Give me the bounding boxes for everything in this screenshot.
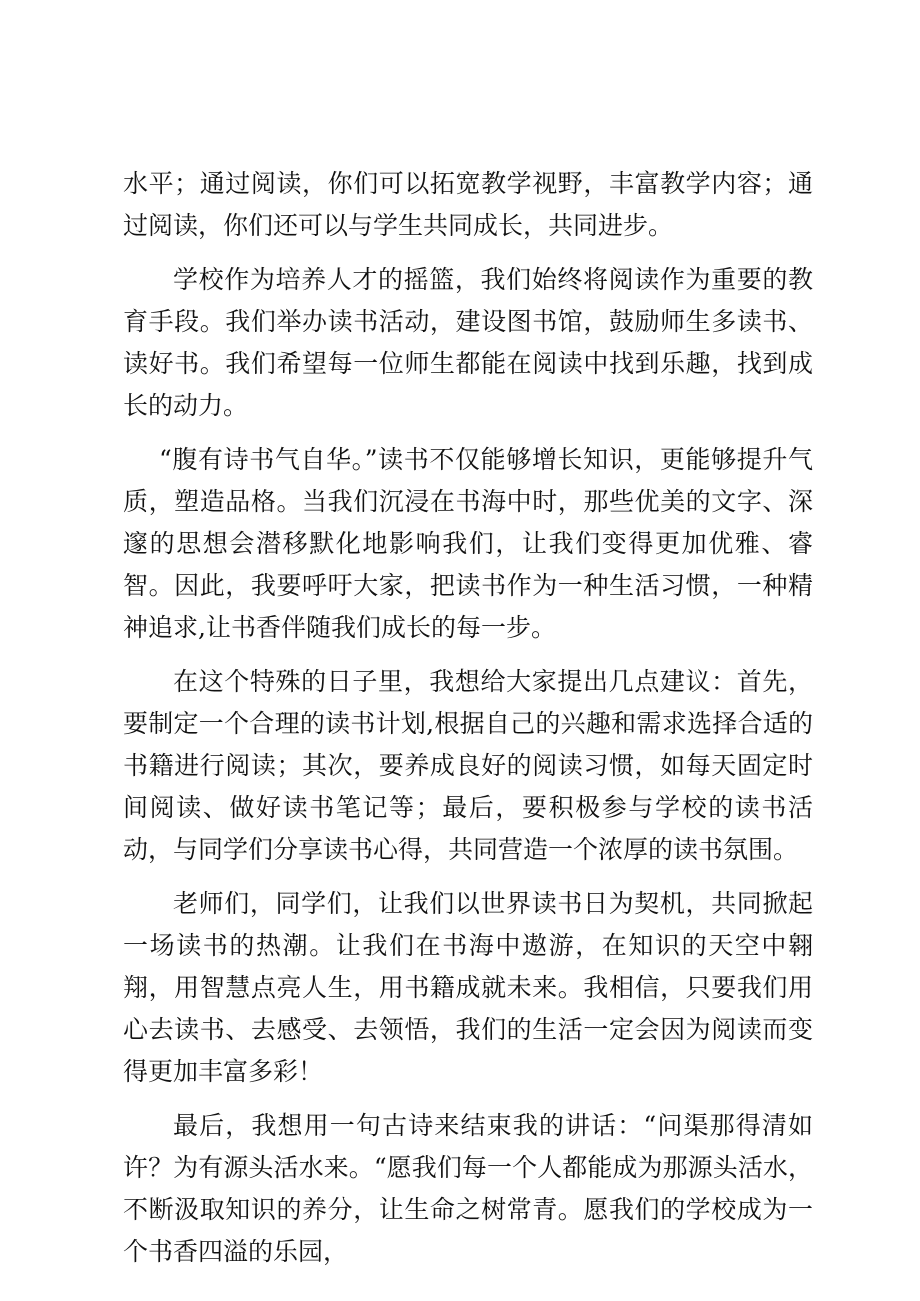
paragraph-closing: 最后，我想用一句古诗来结束我的讲话：“问渠那得清如许？为有源头活水来。“愿我们每一个人都能成为那源头活水，不断汲取知识的养分，让生命之树常青。愿我们的学校成为一个书香四溢的乐园， [123,1111,813,1266]
paragraph-quote-poetry: “腹有诗书气自华。”读书不仅能够增长知识，更能够提升气质，塑造品格。当我们沉浸在书海中时，那些优美的文字、深邃的思想会潜移默化地影响我们，让我们变得更加优雅、睿智。因此，我要呼吁大家，把读书作为一种生活习惯，一种精神追求,让书香伴随我们成长的每一步。 [123,445,813,642]
paragraph-suggestions: 在这个特殊的日子里，我想给大家提出几点建议：首先，要制定一个合理的读书计划,根据自己的兴趣和需求选择合适的书籍进行阅读；其次，要养成良好的阅读习惯，如每天固定时间阅读、做好读书笔记等；最后，要积极参与学校的读书活动，与同学们分享读书心得，共同营造一个浓厚的读书氛围。 [123,667,813,864]
paragraph-school-reading: 学校作为培养人才的摇篮，我们始终将阅读作为重要的教育手段。我们举办读书活动，建设图书馆，鼓励师生多读书、读好书。我们希望每一位师生都能在阅读中找到乐趣，找到成长的动力。 [123,265,813,420]
paragraph-call-to-action: 老师们，同学们，让我们以世界读书日为契机，共同掀起一场读书的热潮。让我们在书海中遨游，在知识的天空中翱翔，用智慧点亮人生，用书籍成就未来。我相信，只要我们用心去读书、去感受、去领悟，我们的生活一定会因为阅读而变得更加丰富多彩！ [123,889,813,1086]
paragraph-continuation: 水平；通过阅读，你们可以拓宽教学视野，丰富教学内容；通过阅读，你们还可以与学生共同成长，共同进步。 [123,169,813,240]
document-body [123,163,813,1285]
